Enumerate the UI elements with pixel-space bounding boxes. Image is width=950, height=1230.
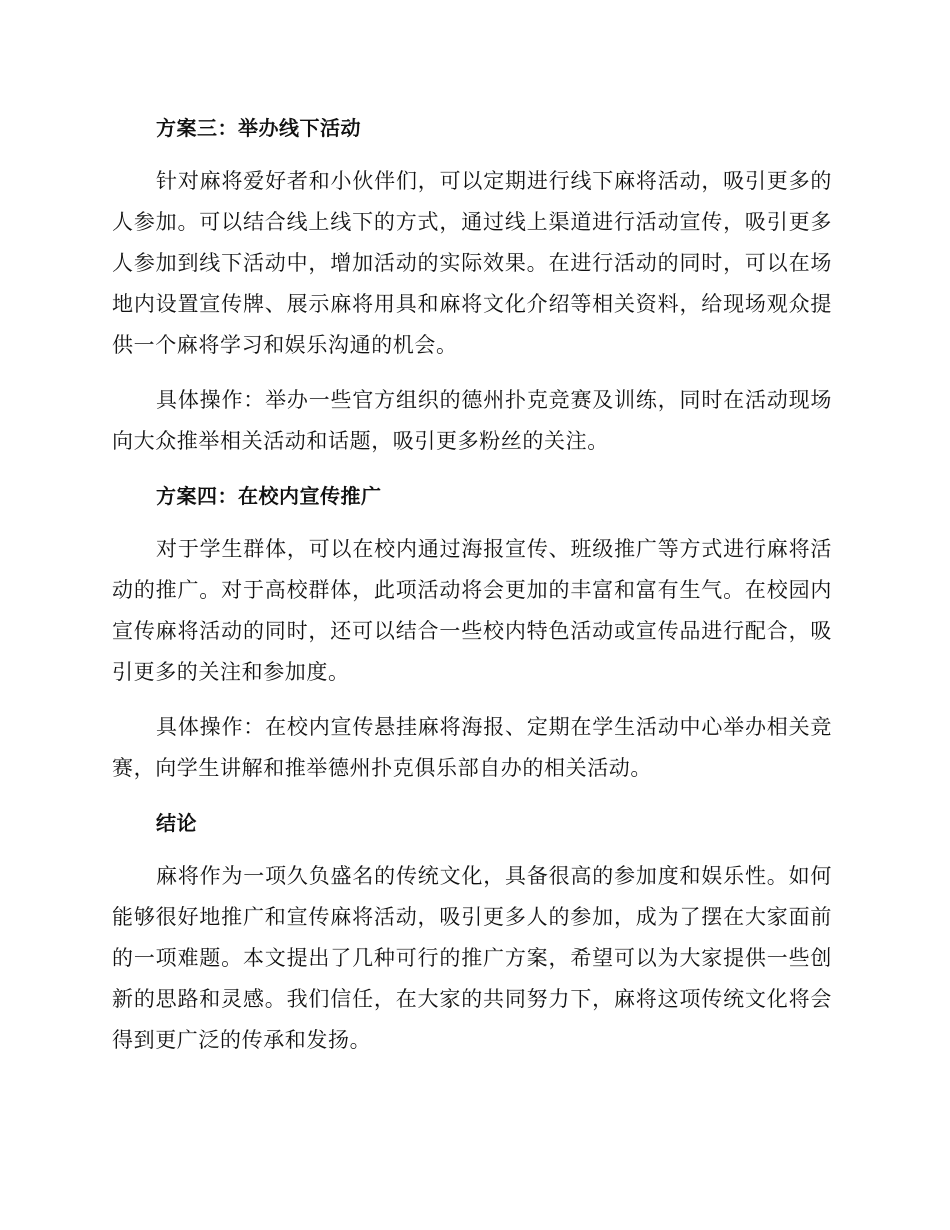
conclusion-body: 麻将作为一项久负盛名的传统文化，具备很高的参加度和娱乐性。如何能够很好地推广和宣传麻将活动，吸引更多人的参加，成为了摆在大家面前的一项难题。本文提出了几种可行的推广方案，希望可以为大家提供一些创新的思路和灵感。我们信任，在大家的共同努力下，麻将这项传统文化将会得到更广泛的传承和发扬。: [112, 864, 832, 1052]
conclusion-heading: 结论: [156, 811, 197, 835]
section-heading-plan-four: 方案四：在校内宣传推广: [156, 484, 382, 508]
document-page: [112, 108, 832, 1061]
section-operation-plan-three: 具体操作：举办一些官方组织的德州扑克竞赛及训练，同时在活动现场向大众推举相关活动和话题，吸引更多粉丝的关注。: [112, 388, 832, 453]
section-body-plan-three: 针对麻将爱好者和小伙伴们，可以定期进行线下麻将活动，吸引更多的人参加。可以结合线上线下的方式，通过线上渠道进行活动宣传，吸引更多人参加到线下活动中，增加活动的实际效果。在进行活动的同时，可以在场地内设置宣传牌、展示麻将用具和麻将文化介绍等相关资料，给现场观众提供一个麻将学习和娱乐沟通的机会。: [112, 169, 832, 357]
section-body-plan-four: 对于学生群体，可以在校内通过海报宣传、班级推广等方式进行麻将活动的推广。对于高校群体，此项活动将会更加的丰富和富有生气。在校园内宣传麻将活动的同时，还可以结合一些校内特色活动或宣传品进行配合，吸引更多的关注和参加度。: [112, 537, 832, 684]
section-heading-plan-three: 方案三：举办线下活动: [156, 116, 361, 140]
section-operation-plan-four: 具体操作：在校内宣传悬挂麻将海报、定期在学生活动中心举办相关竞赛，向学生讲解和推举德州扑克俱乐部自办的相关活动。: [112, 715, 832, 780]
